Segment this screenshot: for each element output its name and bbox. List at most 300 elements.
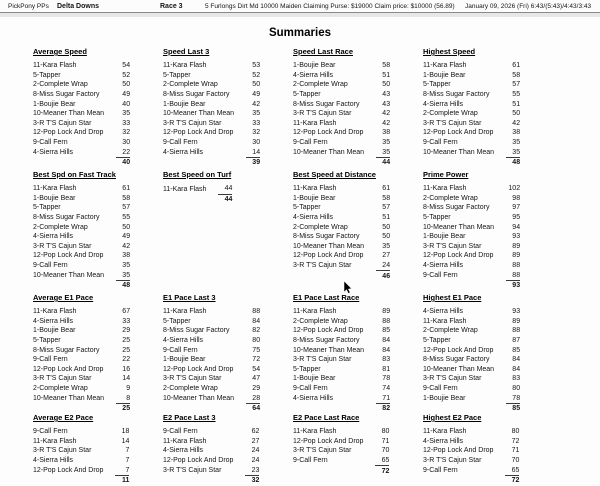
horse-name: 11-Kara Flash [163,308,207,316]
horse-name: 4-Sierra Hills [163,148,204,156]
horse-name: 10-Meaner Than Mean [163,110,235,118]
horse-value: 42 [252,100,261,108]
summary-table-average-speed [33,47,163,170]
horse-value: 80 [381,428,390,436]
table-average-row [33,157,130,167]
horse-name: 3-R T'S Cajun Star [293,110,352,118]
horse-value: 98 [512,194,521,202]
horse-value: 18 [121,428,130,436]
horse-value: 42 [382,110,391,118]
horse-value: 30 [122,139,131,147]
table-row [163,317,260,327]
table-row [163,446,259,456]
average-spacer [293,157,376,167]
table-row [163,90,260,100]
horse-value: 61 [512,62,521,70]
horse-name: 9-Call Fern [423,139,458,147]
table-row [293,138,390,148]
table-row [423,184,520,194]
horse-value: 84 [252,317,261,325]
summary-table-e1-pace-last-race [293,293,423,413]
horse-value: 44 [224,185,233,193]
table-row [33,109,130,119]
horse-name: 3-R T'S Cajun Star [33,375,92,383]
table-row [423,437,519,447]
horse-value: 55 [512,91,521,99]
horse-value: 89 [512,242,521,250]
table-average-row [423,475,519,485]
table-row [33,147,130,157]
table-row [33,336,130,346]
horse-value: 29 [252,385,261,393]
horse-name: 4-Sierra Hills [33,233,74,241]
horse-name: 5-Tapper [293,204,321,212]
horse-name: 4-Sierra Hills [423,308,464,316]
horse-name: 9-Call Fern [293,385,328,393]
horse-name: 9-Call Fern [33,428,68,436]
table-row [33,128,130,138]
average-value: 72 [375,466,389,476]
table-row [423,128,520,138]
table-title: Best Speed at Distance [293,170,376,179]
horse-name: 9-Call Fern [33,356,68,364]
horse-name: 11-Kara Flash [293,428,337,436]
horse-name: 8-Miss Sugar Factory [33,91,100,99]
summary-table-best-spd-on-fast-track [33,170,163,293]
horse-value: 71 [382,394,391,402]
table-row [163,147,260,157]
horse-name: 2-Complete Wrap [293,223,348,231]
horse-name: 3-R T'S Cajun Star [293,356,352,364]
horse-value: 84 [382,346,391,354]
horse-value: 52 [122,71,131,79]
horse-name: 4-Sierra Hills [163,447,204,455]
horse-name: 5-Tapper [423,337,451,345]
table-title: E2 Pace Last Race [293,413,360,422]
horse-name: 5-Tapper [293,365,321,373]
table-row [423,317,520,327]
table-row [423,138,520,148]
horse-value: 27 [382,252,391,260]
table-row [163,307,260,317]
horse-value: 81 [382,365,391,373]
horse-value: 94 [512,223,521,231]
horse-value: 25 [122,337,131,345]
horse-name: 5-Tapper [163,71,191,79]
table-row [33,222,130,232]
horse-value: 58 [382,62,391,70]
table-row [293,355,390,365]
table-row [33,384,130,394]
race-number: Race 3 [160,3,183,10]
horse-name: 11-Kara Flash [423,428,467,436]
horse-value: 32 [122,129,131,137]
horse-name: 11-Kara Flash [33,62,77,70]
horse-value: 50 [382,233,391,241]
horse-name: 1-Boujie Bear [423,233,466,241]
average-value: 48 [506,157,520,167]
horse-value: 88 [512,327,521,335]
table-row [163,374,260,384]
table-row [163,61,260,71]
horse-name: 3-R T'S Cajun Star [163,466,222,474]
table-row [33,138,130,148]
horse-value: 78 [512,394,521,402]
horse-value: 50 [122,223,131,231]
horse-value: 82 [252,327,261,335]
average-value: 44 [376,157,390,167]
horse-name: 3-R T'S Cajun Star [163,375,222,383]
table-row [293,99,390,109]
horse-name: 9-Call Fern [423,271,458,279]
table-row [293,213,390,223]
average-value: 39 [246,157,260,167]
horse-name: 2-Complete Wrap [423,327,478,335]
horse-value: 71 [381,437,390,445]
horse-name: 11-Kara Flash [423,62,467,70]
horse-name: 8-Miss Sugar Factory [293,233,360,241]
table-average-row [33,475,129,485]
summary-table-speed-last-3 [163,47,293,170]
horse-name: 9-Call Fern [293,457,328,465]
horse-name: 1-Boujie Bear [293,62,336,70]
table-row [293,345,390,355]
average-spacer [163,157,246,167]
horse-value: 89 [382,308,391,316]
horse-value: 89 [512,317,521,325]
horse-name: 2-Complete Wrap [423,110,478,118]
table-row [423,261,520,271]
horse-name: 4-Sierra Hills [33,148,74,156]
horse-value: 7 [125,457,130,465]
horse-name: 1-Boujie Bear [163,356,206,364]
horse-name: 5-Tapper [423,81,451,89]
table-row [423,80,520,90]
horse-name: 10-Meaner Than Mean [163,394,235,402]
table-row [423,336,520,346]
horse-name: 12-Pop Lock And Drop [293,129,364,137]
table-row [163,345,260,355]
horse-name: 9-Call Fern [423,466,458,474]
table-title: Average E1 Pace [33,293,94,302]
horse-name: 9-Call Fern [423,385,458,393]
table-row [33,465,129,475]
horse-name: 5-Tapper [33,204,61,212]
page-title: Summaries [268,27,331,39]
table-row [293,61,390,71]
horse-value: 93 [512,308,521,316]
horse-value: 35 [382,148,391,156]
average-value: 82 [376,403,390,413]
table-row [423,307,520,317]
horse-value: 24 [251,457,260,465]
horse-name: 11-Kara Flash [293,185,337,193]
horse-value: 49 [122,233,131,241]
table-row [163,99,260,109]
ranking-table [33,61,130,168]
table-row [293,374,390,384]
horse-name: 8-Miss Sugar Factory [163,91,230,99]
horse-value: 97 [512,204,521,212]
horse-value: 58 [512,71,521,79]
table-row [423,203,520,213]
summary-table-highest-e1-pace [423,293,553,413]
horse-value: 61 [382,185,391,193]
table-row [423,90,520,100]
ranking-table [293,427,389,476]
table-row [423,251,520,261]
table-row [33,203,130,213]
horse-value: 33 [122,317,131,325]
table-row [423,393,520,403]
horse-value: 35 [382,139,391,147]
horse-value: 35 [122,262,131,270]
table-row [163,109,260,119]
horse-name: 10-Meaner Than Mean [293,148,365,156]
ranking-table [33,184,130,291]
average-spacer [423,475,505,485]
average-value: 40 [116,157,130,167]
table-row [163,427,259,437]
horse-name: 10-Meaner Than Mean [423,223,495,231]
horse-name: 3-R T'S Cajun Star [293,262,352,270]
table-row [163,80,260,90]
table-row [423,61,520,71]
horse-value: 51 [512,100,521,108]
horse-name: 1-Boujie Bear [33,327,76,335]
summaries-grid [33,47,600,486]
horse-value: 88 [512,271,521,279]
horse-name: 9-Call Fern [293,139,328,147]
average-spacer [163,475,245,485]
horse-name: 12-Pop Lock And Drop [423,346,494,354]
horse-name: 12-Pop Lock And Drop [293,327,364,335]
horse-value: 30 [252,139,261,147]
table-row [293,427,389,437]
table-title: Prime Power [423,170,469,179]
table-row [293,128,390,138]
horse-name: 4-Sierra Hills [33,457,74,465]
horse-value: 35 [122,271,131,279]
horse-name: 11-Kara Flash [33,308,77,316]
horse-name: 11-Kara Flash [163,62,207,70]
table-row [33,99,130,109]
horse-name: 9-Call Fern [163,346,198,354]
horse-value: 84 [512,365,521,373]
table-row [33,90,130,100]
table-row [33,345,130,355]
summary-table-e1-pace-last-3 [163,293,293,413]
summary-table-highest-e2-pace [423,413,553,486]
table-title: Best Spd on Fast Track [33,170,116,179]
table-row [293,437,389,447]
ranking-table [163,427,259,486]
horse-value: 27 [251,437,260,445]
table-title: E1 Pace Last 3 [163,293,216,302]
table-average-row [33,280,130,290]
average-value: 25 [116,403,130,413]
horse-name: 4-Sierra Hills [293,71,334,79]
table-row [33,270,130,280]
horse-value: 50 [512,110,521,118]
table-row [293,194,390,204]
table-row [33,119,130,129]
horse-value: 65 [511,466,520,474]
horse-name: 11-Kara Flash [293,119,337,127]
horse-name: 9-Call Fern [163,139,198,147]
table-row [293,317,390,327]
summary-table-e2-pace-last-race [293,413,423,486]
horse-name: 8-Miss Sugar Factory [293,337,360,345]
ranking-table [423,184,520,291]
average-value: 46 [376,271,390,281]
horse-value: 57 [382,204,391,212]
horse-value: 8 [126,394,131,402]
table-row [423,374,520,384]
average-value: 85 [506,403,520,413]
horse-value: 51 [382,214,391,222]
table-row [163,128,260,138]
table-average-row [163,194,232,204]
table-title: Highest Speed [423,47,476,56]
horse-name: 3-R T'S Cajun Star [33,447,92,455]
horse-name: 3-R T'S Cajun Star [423,375,482,383]
horse-value: 71 [511,447,520,455]
horse-value: 55 [122,214,131,222]
horse-value: 85 [512,346,521,354]
average-value: 72 [505,475,519,485]
horse-name: 3-R T'S Cajun Star [293,447,352,455]
table-row [293,109,390,119]
horse-name: 11-Kara Flash [423,317,467,325]
horse-name: 12-Pop Lock And Drop [33,129,104,137]
ranking-table [163,184,232,204]
table-row [163,365,260,375]
horse-value: 88 [382,317,391,325]
horse-value: 35 [252,110,261,118]
table-row [33,71,130,81]
horse-name: 4-Sierra Hills [423,262,464,270]
horse-value: 88 [252,308,261,316]
table-row [293,446,389,456]
horse-name: 5-Tapper [293,91,321,99]
table-row [293,80,390,90]
horse-name: 10-Meaner Than Mean [423,148,495,156]
horse-value: 89 [512,252,521,260]
horse-name: 10-Meaner Than Mean [423,365,495,373]
table-average-row [163,475,259,485]
table-row [293,261,390,271]
horse-name: 1-Boujie Bear [423,71,466,79]
summary-table-best-speed-at-distance [293,170,423,293]
ranking-table [423,427,519,486]
table-row [33,261,130,271]
summary-table-prime-power [423,170,553,293]
horse-name: 1-Boujie Bear [163,100,206,108]
horse-value: 7 [125,447,130,455]
table-row [423,147,520,157]
table-average-row [293,271,390,281]
average-value: 64 [246,403,260,413]
average-spacer [33,280,116,290]
table-row [423,119,520,129]
table-row [163,384,260,394]
horse-value: 83 [382,356,391,364]
horse-name: 2-Complete Wrap [163,81,218,89]
table-title: Average E2 Pace [33,413,94,422]
horse-value: 93 [512,233,521,241]
table-row [163,336,260,346]
horse-name: 2-Complete Wrap [33,81,88,89]
horse-name: 2-Complete Wrap [163,385,218,393]
table-row [293,222,390,232]
horse-value: 70 [511,457,520,465]
horse-name: 5-Tapper [163,317,191,325]
horse-value: 58 [382,194,391,202]
horse-name: 11-Kara Flash [33,437,77,445]
table-row [423,456,519,466]
table-row [293,456,389,466]
table-row [423,270,520,280]
table-row [163,456,259,466]
table-row [293,147,390,157]
horse-name: 12-Pop Lock And Drop [293,252,364,260]
table-row [33,251,130,261]
horse-value: 67 [122,308,131,316]
horse-value: 43 [382,100,391,108]
table-row [33,437,129,447]
table-title: Best Speed on Turf [163,170,232,179]
horse-value: 72 [511,437,520,445]
table-title: Highest E2 Pace [423,413,482,422]
table-row [293,90,390,100]
horse-value: 84 [382,337,391,345]
horse-value: 28 [252,394,261,402]
summary-table-best-speed-on-turf [163,170,293,293]
horse-value: 49 [252,91,261,99]
average-spacer [293,466,375,476]
app-name: PickPony PPs [8,3,49,10]
table-row [163,119,260,129]
horse-name: 10-Meaner Than Mean [293,346,365,354]
horse-value: 72 [252,356,261,364]
table-row [293,119,390,129]
page-top-shadow [0,13,600,17]
horse-name: 1-Boujie Bear [293,194,336,202]
horse-name: 12-Pop Lock And Drop [423,252,494,260]
horse-value: 87 [512,337,521,345]
horse-name: 4-Sierra Hills [293,394,334,402]
horse-value: 50 [382,81,391,89]
table-row [423,213,520,223]
horse-name: 12-Pop Lock And Drop [163,365,234,373]
horse-name: 2-Complete Wrap [293,317,348,325]
horse-name: 3-R T'S Cajun Star [423,119,482,127]
table-row [293,71,390,81]
horse-name: 10-Meaner Than Mean [293,242,365,250]
table-row [293,336,390,346]
horse-name: 3-R T'S Cajun Star [423,457,482,465]
horse-name: 8-Miss Sugar Factory [293,100,360,108]
horse-value: 22 [122,148,131,156]
horse-value: 14 [122,375,131,383]
ranking-table [293,184,390,281]
horse-value: 84 [512,356,521,364]
horse-value: 35 [382,242,391,250]
horse-value: 70 [381,447,390,455]
horse-value: 75 [252,346,261,354]
table-row [423,99,520,109]
